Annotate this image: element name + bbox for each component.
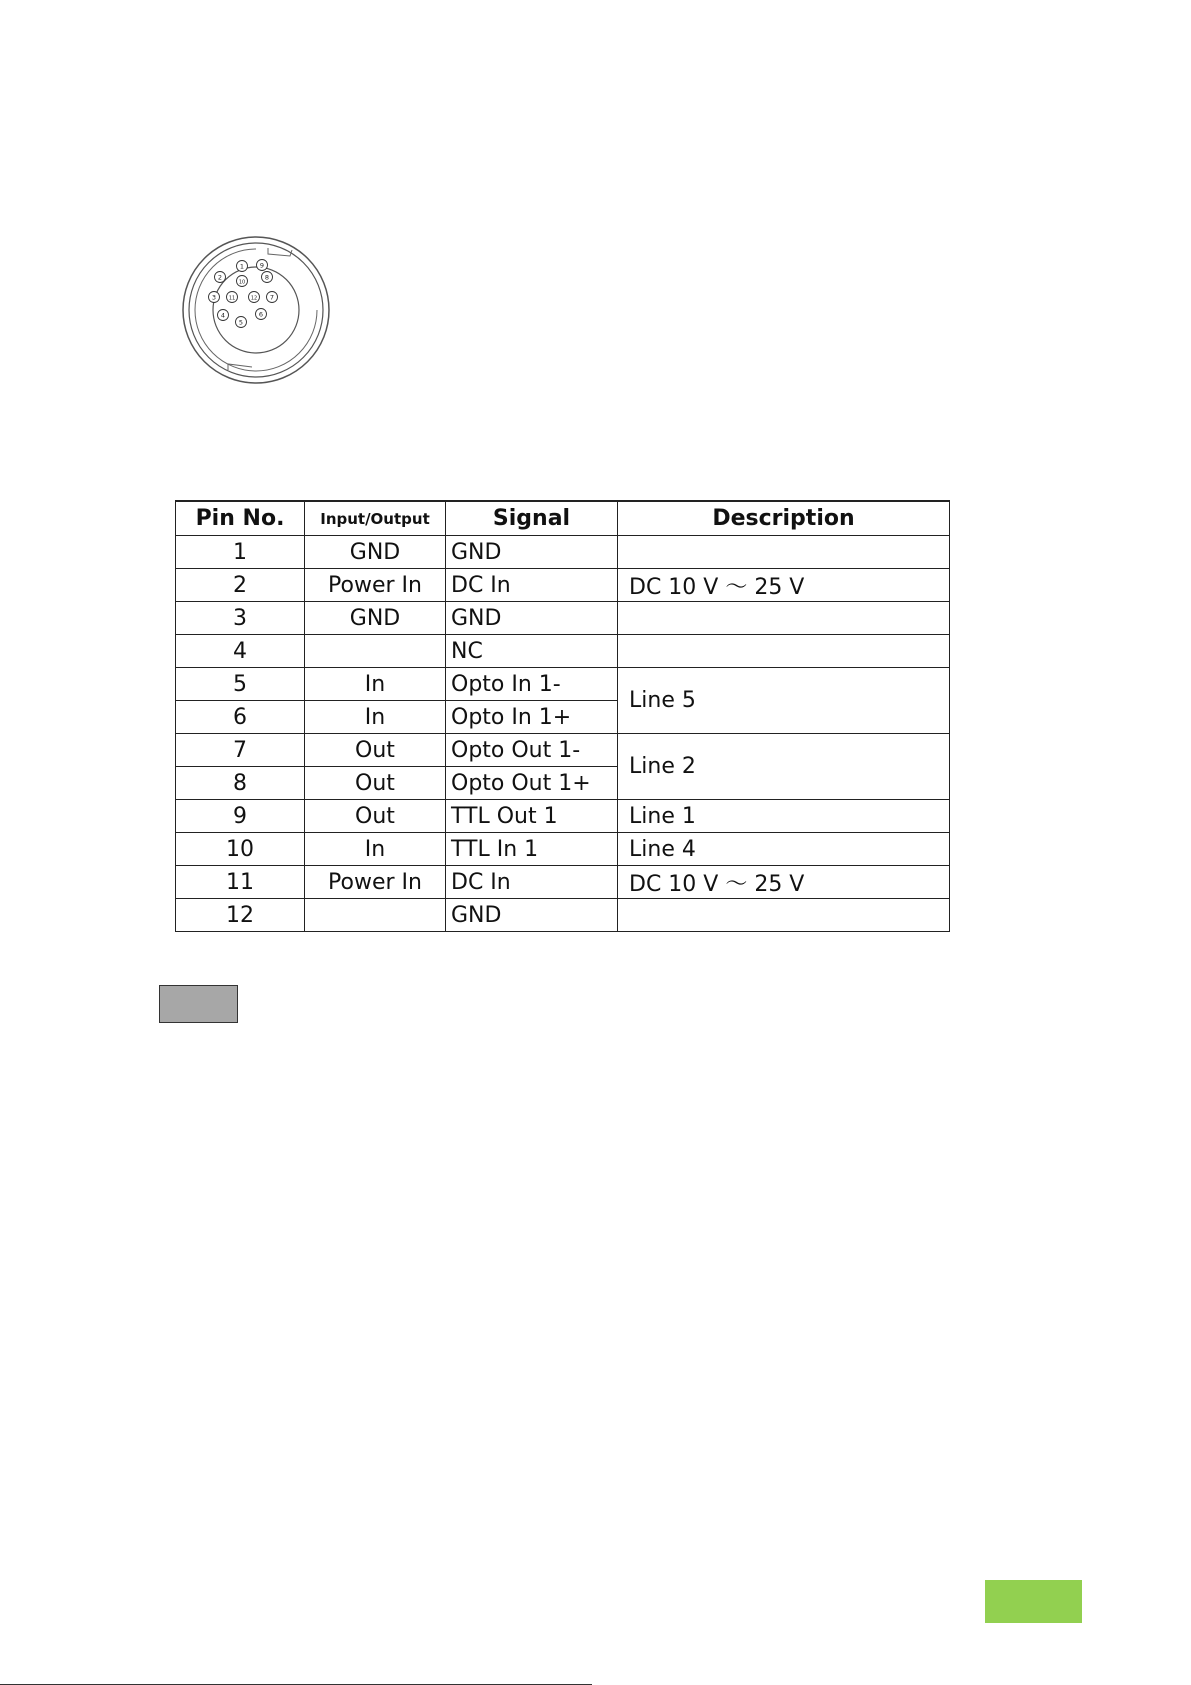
cell-description: Line 2 bbox=[618, 734, 950, 800]
cell-io: GND bbox=[305, 602, 446, 635]
connector-pins bbox=[209, 260, 278, 328]
connector-pin-label: 10 bbox=[238, 279, 246, 286]
table-row bbox=[176, 866, 950, 899]
cell-pin: 8 bbox=[176, 767, 305, 800]
cell-signal: Opto In 1- bbox=[446, 668, 618, 701]
cell-pin: 11 bbox=[176, 866, 305, 899]
connector-pin-label: 5 bbox=[238, 318, 244, 327]
cell-description bbox=[618, 602, 950, 635]
table-row bbox=[176, 800, 950, 833]
cell-io: Out bbox=[305, 800, 446, 833]
pin-assignment-table bbox=[175, 500, 950, 932]
connector-pin-label: 9 bbox=[259, 261, 265, 270]
cell-io bbox=[305, 899, 446, 932]
connector-pin-label: 6 bbox=[258, 310, 264, 319]
cell-signal: GND bbox=[446, 536, 618, 569]
cell-description: Line 5 bbox=[618, 668, 950, 734]
cell-signal: TTL Out 1 bbox=[446, 800, 618, 833]
cell-description bbox=[618, 536, 950, 569]
header-input-output: Input/Output bbox=[305, 501, 446, 536]
cell-io bbox=[305, 635, 446, 668]
connector-pin-label: 1 bbox=[239, 262, 245, 271]
cell-signal: DC In bbox=[446, 866, 618, 899]
table-row bbox=[176, 734, 950, 767]
table-header-row bbox=[176, 501, 950, 536]
cell-description: DC 10 V ～ 25 V bbox=[618, 866, 950, 899]
table-row bbox=[176, 635, 950, 668]
cell-io: Out bbox=[305, 767, 446, 800]
connector-pin-label: 2 bbox=[217, 273, 223, 282]
cell-pin: 6 bbox=[176, 701, 305, 734]
table-row bbox=[176, 536, 950, 569]
connector-pin-label: 8 bbox=[264, 273, 270, 282]
cell-pin: 3 bbox=[176, 602, 305, 635]
cell-signal: Opto Out 1- bbox=[446, 734, 618, 767]
note-label-box bbox=[159, 985, 238, 1023]
header-description: Description bbox=[618, 501, 950, 536]
cell-description: Line 1 bbox=[618, 800, 950, 833]
cell-io: In bbox=[305, 668, 446, 701]
cell-io: Power In bbox=[305, 569, 446, 602]
page-number-badge bbox=[985, 1580, 1082, 1623]
cell-pin: 10 bbox=[176, 833, 305, 866]
cell-pin: 12 bbox=[176, 899, 305, 932]
cell-io: Power In bbox=[305, 866, 446, 899]
connector-pin-diagram bbox=[180, 234, 332, 386]
cell-io: GND bbox=[305, 536, 446, 569]
cell-signal: Opto In 1+ bbox=[446, 701, 618, 734]
cell-description bbox=[618, 635, 950, 668]
table-row bbox=[176, 899, 950, 932]
cell-pin: 7 bbox=[176, 734, 305, 767]
connector-pin-label: 12 bbox=[250, 295, 258, 302]
cell-pin: 4 bbox=[176, 635, 305, 668]
cell-io: Out bbox=[305, 734, 446, 767]
cell-io: In bbox=[305, 833, 446, 866]
connector-pin-label: 3 bbox=[211, 293, 217, 302]
connector-pin-label: 7 bbox=[269, 293, 275, 302]
connector-pin-label: 4 bbox=[220, 311, 226, 320]
cell-description: DC 10 V ～ 25 V bbox=[618, 569, 950, 602]
connector-pin-label: 11 bbox=[228, 295, 236, 302]
cell-signal: GND bbox=[446, 899, 618, 932]
cell-pin: 1 bbox=[176, 536, 305, 569]
cell-signal: GND bbox=[446, 602, 618, 635]
header-pin-no: Pin No. bbox=[176, 501, 305, 536]
cell-signal: TTL In 1 bbox=[446, 833, 618, 866]
cell-description: Line 4 bbox=[618, 833, 950, 866]
cell-pin: 9 bbox=[176, 800, 305, 833]
table-row bbox=[176, 833, 950, 866]
cell-description bbox=[618, 899, 950, 932]
cell-signal: Opto Out 1+ bbox=[446, 767, 618, 800]
cell-pin: 5 bbox=[176, 668, 305, 701]
cell-signal: NC bbox=[446, 635, 618, 668]
table-row bbox=[176, 602, 950, 635]
cell-io: In bbox=[305, 701, 446, 734]
table-row bbox=[176, 569, 950, 602]
cell-pin: 2 bbox=[176, 569, 305, 602]
table-row bbox=[176, 668, 950, 701]
header-signal: Signal bbox=[446, 501, 618, 536]
cell-signal: DC In bbox=[446, 569, 618, 602]
